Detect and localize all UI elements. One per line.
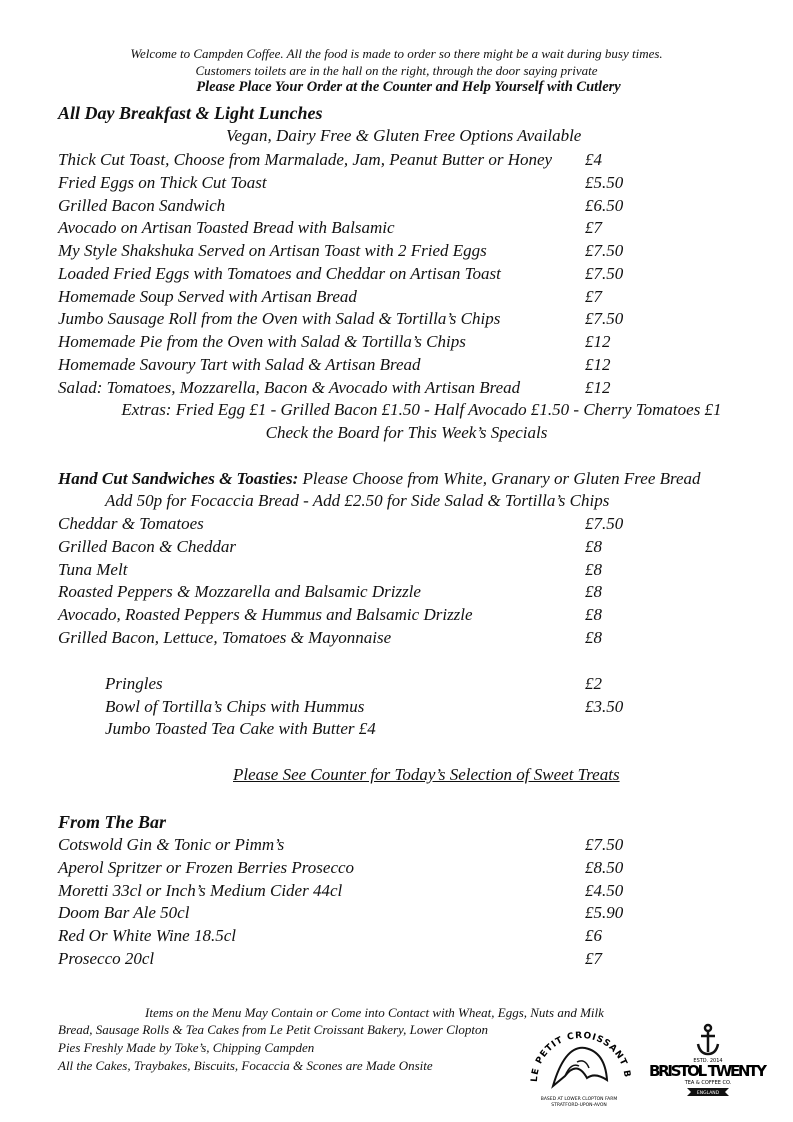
toilets-text: Customers toilets are in the hall on the right, through the door saying private bbox=[195, 63, 598, 78]
item-name: Jumbo Sausage Roll from the Oven with Salad & Tortilla’s Chips bbox=[58, 309, 501, 329]
item-name: Avocado, Roasted Peppers & Hummus and Balsamic Drizzle bbox=[58, 605, 473, 625]
bar-item bbox=[58, 949, 758, 971]
svg-text:TEA & COFFEE CO.: TEA & COFFEE CO. bbox=[684, 1080, 732, 1086]
svg-text:BASED AT LOWER CLOPTON FARM: BASED AT LOWER CLOPTON FARM bbox=[540, 1097, 618, 1102]
breakfast-item bbox=[58, 241, 758, 263]
side-item bbox=[105, 697, 793, 719]
item-price: £7.50 bbox=[585, 241, 624, 260]
breakfast-item bbox=[58, 218, 758, 240]
svg-text:ENGLAND: ENGLAND bbox=[696, 1091, 720, 1096]
sandwiches-heading bbox=[58, 469, 701, 489]
item-price: £12 bbox=[585, 332, 611, 351]
item-price: £8.50 bbox=[585, 857, 624, 877]
item-price: £7 bbox=[585, 286, 602, 306]
item-name: Homemade Pie from the Oven with Salad & Tortilla’s Chips bbox=[58, 332, 466, 351]
breakfast-subtitle: Vegan, Dairy Free & Gluten Free Options Available bbox=[226, 126, 582, 145]
bread-note: Bread, Sausage Rolls & Tea Cakes from Le Petit Croissant Bakery, Lower Clopton bbox=[58, 1022, 488, 1037]
extras-text: Extras: Fried Egg £1 - Grilled Bacon £1.50 - Half Avocado £1.50 - Cherry Tomatoes £1 bbox=[121, 400, 722, 419]
breakfast-item bbox=[58, 150, 758, 172]
item-name: Doom Bar Ale 50cl bbox=[58, 903, 190, 923]
breakfast-item bbox=[58, 196, 758, 218]
sandwich-addons: Add 50p for Focaccia Bread - Add £2.50 for Side Salad & Tortilla’s Chips bbox=[105, 491, 610, 510]
item-name: Prosecco 20cl bbox=[58, 949, 155, 968]
sandwich-item bbox=[58, 560, 758, 582]
item-name: Salad: Tomatoes, Mozzarella, Bacon & Avocado with Artisan Bread bbox=[58, 377, 521, 397]
item-price: £12 bbox=[585, 354, 611, 374]
bar-heading: From The Bar bbox=[58, 812, 167, 832]
bar-item bbox=[58, 881, 758, 903]
sandwich-item bbox=[58, 582, 758, 604]
item-price: £4.50 bbox=[585, 880, 624, 900]
breakfast-item bbox=[58, 173, 758, 195]
item-price: £12 bbox=[585, 377, 611, 397]
item-price: £6.50 bbox=[585, 195, 624, 215]
bar-item bbox=[58, 903, 758, 925]
item-name: Moretti 33cl or Inch’s Medium Cider 44cl bbox=[58, 880, 343, 900]
breakfast-item bbox=[58, 287, 758, 309]
item-name: Thick Cut Toast, Choose from Marmalade, Jam, Peanut Butter or Honey bbox=[58, 150, 553, 169]
allergen-note: Items on the Menu May Contain or Come into Contact with Wheat, Eggs, Nuts and Milk bbox=[145, 1005, 604, 1020]
sandwich-item bbox=[58, 605, 758, 627]
item-name: Aperol Spritzer or Frozen Berries Prosecco bbox=[58, 857, 355, 877]
item-price: £7 bbox=[585, 218, 602, 238]
side-item bbox=[105, 719, 793, 741]
bar-item bbox=[58, 858, 758, 880]
item-name: Grilled Bacon, Lettuce, Tomatoes & Mayonnaise bbox=[58, 628, 392, 647]
svg-text:STRATFORD-UPON-AVON: STRATFORD-UPON-AVON bbox=[551, 1103, 607, 1108]
item-price: £8 bbox=[585, 605, 602, 625]
item-price: £8 bbox=[585, 559, 602, 579]
item-price: £2 bbox=[585, 674, 602, 693]
item-price: £8 bbox=[585, 582, 602, 602]
bar-item bbox=[58, 835, 758, 857]
breakfast-heading: All Day Breakfast & Light Lunches bbox=[58, 103, 323, 123]
breakfast-item bbox=[58, 264, 758, 286]
sandwich-item bbox=[58, 628, 758, 650]
svg-text:ESTD. 2014: ESTD. 2014 bbox=[693, 1058, 723, 1064]
item-name: Roasted Peppers & Mozzarella and Balsamic Drizzle bbox=[58, 582, 421, 602]
item-name: Homemade Savoury Tart with Salad & Artisan Bread bbox=[58, 354, 421, 374]
bar-item bbox=[58, 926, 758, 948]
order-instructions: Please Place Your Order at the Counter and Help Yourself with Cutlery bbox=[196, 79, 621, 95]
item-price: £7.50 bbox=[585, 309, 624, 329]
item-price: £5.50 bbox=[585, 172, 624, 192]
sandwich-item bbox=[58, 514, 758, 536]
item-name: Homemade Soup Served with Artisan Bread bbox=[58, 286, 357, 306]
specials-text: Check the Board for This Week’s Specials bbox=[265, 423, 548, 442]
item-price: £4 bbox=[585, 150, 602, 169]
breakfast-item bbox=[58, 309, 758, 331]
sandwiches-bread-note: Please Choose from White, Granary or Gluten Free Bread bbox=[298, 469, 701, 488]
item-name: Fried Eggs on Thick Cut Toast bbox=[58, 172, 267, 192]
item-price: £7 bbox=[585, 949, 602, 968]
item-price: £6 bbox=[585, 926, 602, 946]
item-price: £7.50 bbox=[585, 514, 624, 533]
breakfast-item bbox=[58, 332, 758, 354]
item-name: Red Or White Wine 18.5cl bbox=[58, 926, 236, 946]
sandwich-item bbox=[58, 537, 758, 559]
item-name: Loaded Fried Eggs with Tomatoes and Cheddar on Artisan Toast bbox=[58, 263, 501, 283]
item-name: Jumbo Toasted Tea Cake with Butter £4 bbox=[105, 719, 376, 739]
le-petit-croissant-logo bbox=[525, 1020, 633, 1110]
item-name: My Style Shakshuka Served on Artisan Toast with 2 Fried Eggs bbox=[58, 241, 487, 260]
item-price: £3.50 bbox=[585, 696, 624, 716]
item-price: £7.50 bbox=[585, 263, 624, 283]
item-name: Avocado on Artisan Toasted Bread with Balsamic bbox=[58, 218, 395, 238]
item-price: £8 bbox=[585, 536, 602, 556]
cakes-note: All the Cakes, Traybakes, Biscuits, Focaccia & Scones are Made Onsite bbox=[58, 1058, 433, 1073]
item-name: Cheddar & Tomatoes bbox=[58, 514, 204, 533]
side-item bbox=[105, 674, 793, 696]
bristol-twenty-logo bbox=[645, 1022, 771, 1102]
item-price: £7.50 bbox=[585, 835, 624, 854]
item-name: Tuna Melt bbox=[58, 559, 128, 579]
svg-text:BRISTOL TWENTY: BRISTOL TWENTY bbox=[649, 1062, 767, 1080]
item-name: Bowl of Tortilla’s Chips with Hummus bbox=[105, 696, 365, 716]
item-name: Grilled Bacon & Cheddar bbox=[58, 536, 237, 556]
svg-text:LE PETIT CROISSANT BAKERY: LE PETIT CROISSANT B bbox=[529, 1030, 632, 1083]
item-name: Grilled Bacon Sandwich bbox=[58, 195, 226, 215]
welcome-text: Welcome to Campden Coffee. All the food is made to order so there might be a wait during busy times. bbox=[130, 46, 663, 61]
pies-note: Pies Freshly Made by Toke’s, Chipping Campden bbox=[58, 1040, 315, 1055]
breakfast-item bbox=[58, 378, 758, 400]
item-name: Cotswold Gin & Tonic or Pimm’s bbox=[58, 835, 285, 854]
item-price: £5.90 bbox=[585, 903, 624, 923]
item-price: £8 bbox=[585, 628, 602, 647]
breakfast-item bbox=[58, 355, 758, 377]
sandwiches-title: Hand Cut Sandwiches & Toasties: bbox=[58, 469, 299, 488]
sweet-treats-note: Please See Counter for Today’s Selection of Sweet Treats bbox=[233, 765, 620, 784]
item-name: Pringles bbox=[105, 674, 163, 693]
